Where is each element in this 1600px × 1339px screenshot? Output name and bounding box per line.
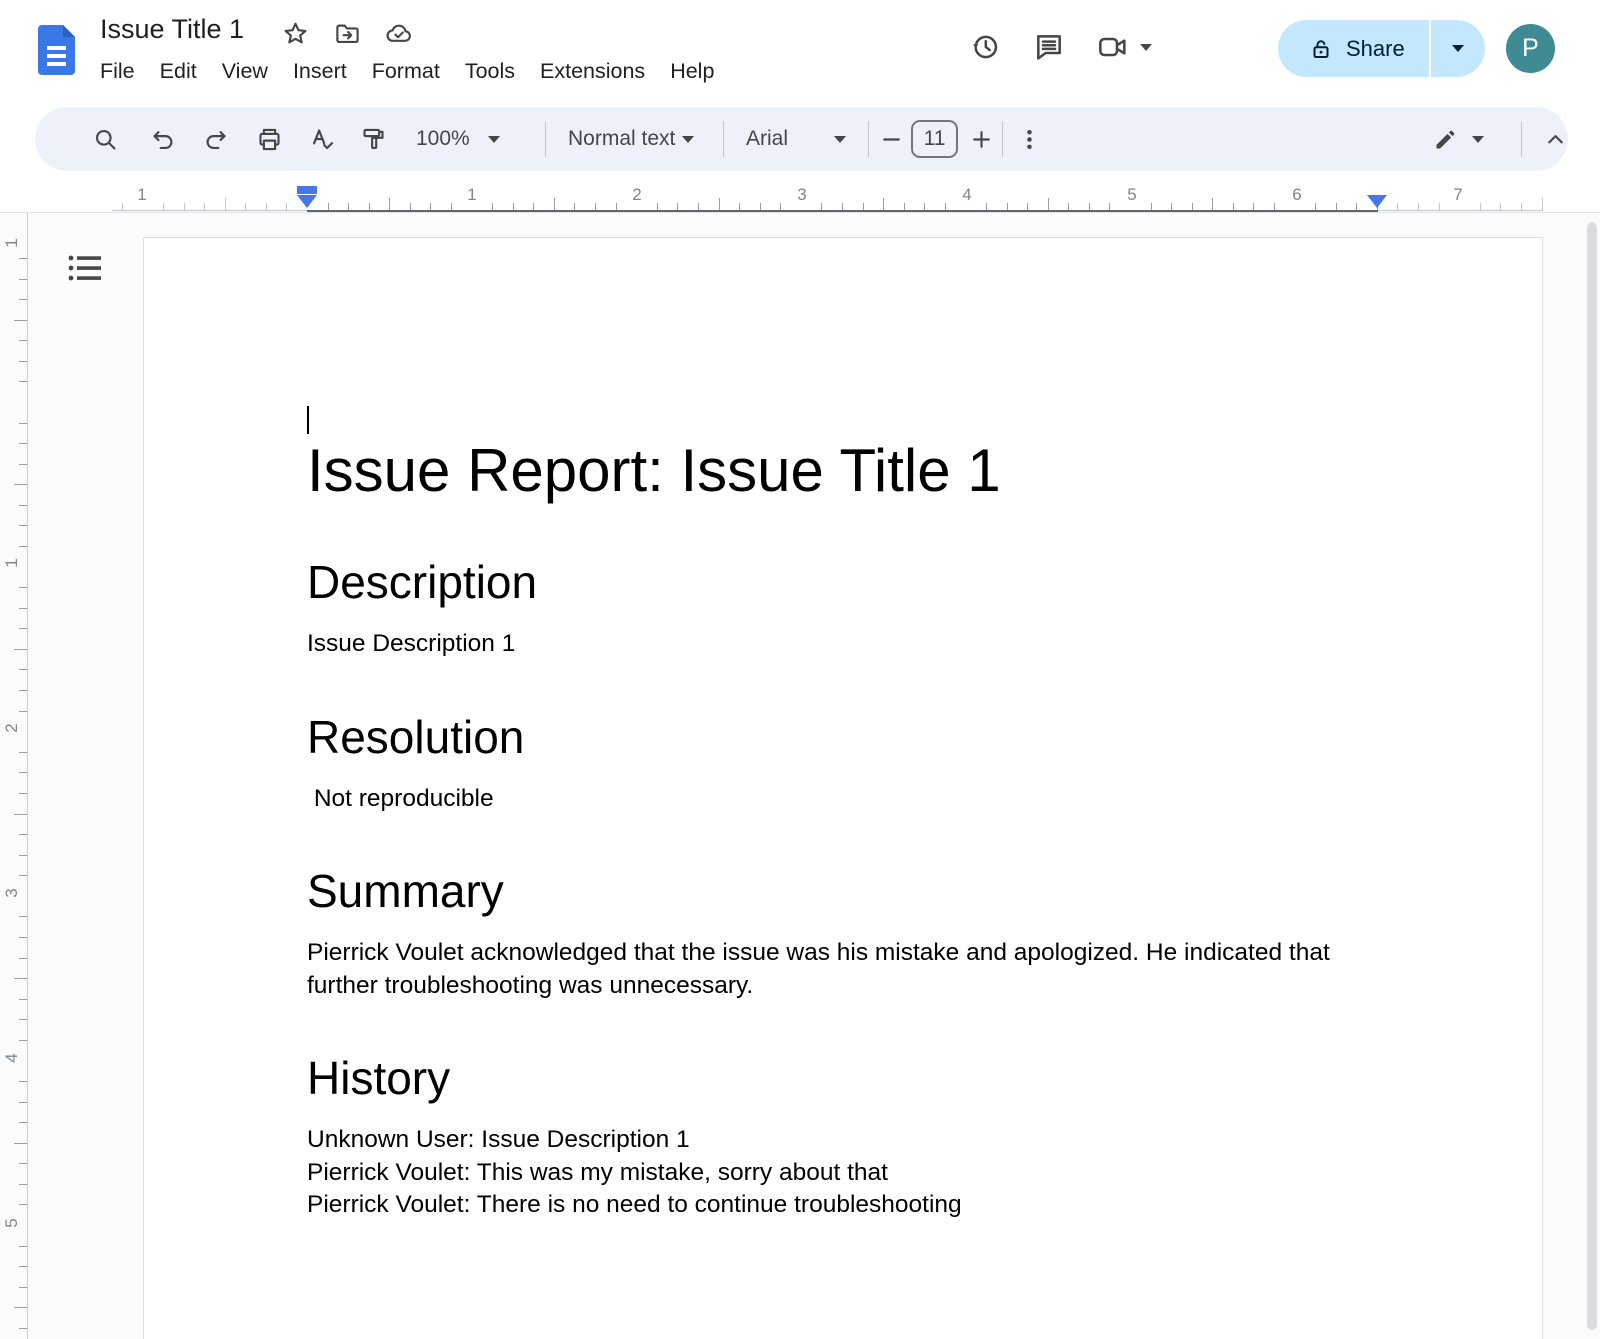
ruler-label: 2 bbox=[2, 723, 21, 733]
avatar[interactable]: P bbox=[1506, 24, 1555, 73]
share-label: Share bbox=[1346, 35, 1405, 61]
doc-heading-title[interactable]: Issue Report: Issue Title 1 bbox=[307, 437, 1001, 504]
ruler-tick bbox=[19, 525, 27, 526]
ruler-tick bbox=[19, 340, 27, 341]
menu-file[interactable]: File bbox=[100, 59, 135, 83]
menu-tools[interactable]: Tools bbox=[464, 59, 516, 83]
ruler-tick bbox=[19, 1204, 27, 1205]
star-icon[interactable] bbox=[280, 18, 310, 48]
ruler-tick bbox=[19, 958, 27, 959]
ruler-label: 4 bbox=[2, 1053, 21, 1063]
ruler-tick bbox=[19, 1328, 27, 1329]
menu-extensions[interactable]: Extensions bbox=[540, 59, 646, 83]
section-heading[interactable]: History bbox=[307, 1052, 451, 1104]
ruler-label: 1 bbox=[467, 185, 477, 204]
section-paragraph[interactable]: Pierrick Voulet acknowledged that the issue was his mistake and apologized. He indicated that further troubleshooting was unnecessary. bbox=[307, 939, 1337, 999]
ruler-tick bbox=[19, 381, 27, 382]
section-paragraph[interactable]: Pierrick Voulet: There is no need to continue troubleshooting bbox=[307, 1191, 962, 1218]
docs-logo-icon[interactable] bbox=[38, 25, 75, 75]
editing-mode-caret[interactable] bbox=[1472, 136, 1484, 143]
ruler-label: 1 bbox=[2, 558, 21, 568]
ruler-tick bbox=[19, 855, 27, 856]
section-paragraph[interactable]: Not reproducible bbox=[307, 784, 494, 812]
ruler-tick bbox=[19, 628, 27, 629]
font-family-select[interactable] bbox=[737, 121, 855, 157]
share-button bbox=[1278, 20, 1485, 77]
undo-icon[interactable] bbox=[145, 121, 181, 157]
ruler-tick bbox=[19, 916, 27, 917]
ruler-tick bbox=[19, 1246, 27, 1247]
header-bar bbox=[0, 0, 1600, 103]
vertical-scrollbar[interactable] bbox=[1587, 222, 1597, 1330]
ruler-label: 1 bbox=[2, 238, 21, 248]
font-value: Arial bbox=[746, 127, 789, 150]
ruler-tick bbox=[19, 1266, 27, 1267]
meet-video-icon[interactable] bbox=[1090, 24, 1136, 70]
zoom-value: 100% bbox=[416, 127, 470, 150]
toolbar bbox=[35, 107, 1568, 171]
ruler-tick bbox=[14, 320, 27, 321]
ruler-tick bbox=[19, 608, 27, 609]
ruler-tick bbox=[19, 1102, 27, 1103]
ruler-tick bbox=[19, 1019, 27, 1020]
ruler-tick bbox=[19, 1040, 27, 1041]
vertical-ruler bbox=[0, 213, 28, 1339]
ruler-tick bbox=[19, 258, 27, 259]
lock-icon bbox=[1309, 37, 1333, 61]
ruler-tick bbox=[14, 978, 27, 979]
right-indent-marker[interactable] bbox=[1367, 195, 1387, 208]
ruler-baseline-margin-left bbox=[112, 210, 307, 211]
version-history-icon[interactable] bbox=[962, 24, 1008, 70]
ruler-tick bbox=[19, 505, 27, 506]
menu-edit[interactable]: Edit bbox=[159, 59, 197, 83]
section-paragraph[interactable]: Pierrick Voulet: This was my mistake, sorry about that bbox=[307, 1158, 888, 1186]
zoom-select[interactable] bbox=[407, 121, 509, 157]
toolbar-separator bbox=[1002, 121, 1003, 157]
ruler-tick bbox=[14, 814, 27, 815]
ruler-tick bbox=[19, 1184, 27, 1185]
paragraph-style-select[interactable] bbox=[559, 121, 703, 157]
more-options-icon[interactable] bbox=[1011, 121, 1047, 157]
font-size-decrease-icon[interactable] bbox=[873, 121, 909, 157]
search-icon[interactable] bbox=[87, 121, 123, 157]
menu-help[interactable]: Help bbox=[670, 59, 715, 83]
share-dropdown-caret[interactable] bbox=[1431, 20, 1485, 77]
ruler-tick bbox=[19, 361, 27, 362]
ruler-label: 2 bbox=[632, 185, 642, 204]
vertical-ruler-line bbox=[27, 213, 28, 1339]
ruler-tick bbox=[19, 772, 27, 773]
toolbar-separator bbox=[723, 121, 724, 157]
cloud-saved-icon[interactable] bbox=[383, 18, 413, 48]
document-outline-icon[interactable] bbox=[64, 249, 108, 289]
comments-icon[interactable] bbox=[1026, 24, 1072, 70]
ruler-tick bbox=[19, 669, 27, 670]
text-cursor bbox=[307, 406, 309, 434]
ruler-tick bbox=[19, 443, 27, 444]
ruler-tick bbox=[19, 299, 27, 300]
ruler-tick bbox=[19, 690, 27, 691]
section-paragraph[interactable]: Issue Description 1 bbox=[307, 630, 516, 657]
document-canvas bbox=[0, 213, 1600, 1339]
ruler-tick bbox=[19, 1287, 27, 1288]
ruler-tick bbox=[14, 649, 27, 650]
empty-first-line[interactable] bbox=[307, 403, 1379, 436]
ruler-label: 3 bbox=[797, 185, 807, 204]
section-heading[interactable]: Resolution bbox=[307, 710, 525, 763]
ruler-tick bbox=[19, 464, 27, 465]
left-indent-marker[interactable] bbox=[297, 195, 317, 208]
meet-dropdown-caret[interactable] bbox=[1140, 44, 1152, 51]
paint-format-icon[interactable] bbox=[355, 121, 391, 157]
document-content bbox=[307, 403, 1379, 1222]
ruler-label: 4 bbox=[962, 185, 972, 204]
editing-mode-pencil-icon[interactable] bbox=[1427, 121, 1463, 157]
doc-section-history bbox=[307, 1052, 1379, 1222]
ruler-tick bbox=[19, 1163, 27, 1164]
ruler-label: 7 bbox=[1453, 185, 1463, 204]
section-heading[interactable]: Summary bbox=[307, 865, 504, 917]
ruler-label: 5 bbox=[1127, 185, 1137, 204]
ruler-tick bbox=[19, 999, 27, 1000]
ruler-label: 6 bbox=[1292, 185, 1302, 204]
ruler-tick bbox=[19, 423, 27, 424]
ruler-label: 5 bbox=[2, 1218, 21, 1228]
ruler-tick bbox=[19, 711, 27, 712]
document-page[interactable] bbox=[143, 237, 1543, 1339]
collapse-toolbar-icon[interactable] bbox=[1537, 121, 1573, 157]
document-title-input[interactable]: Issue Title 1 bbox=[100, 14, 245, 44]
move-folder-icon[interactable] bbox=[332, 18, 362, 48]
ruler-baseline-margin-right bbox=[1378, 210, 1543, 211]
doc-section-summary bbox=[307, 865, 1379, 1002]
ruler-tick bbox=[19, 1122, 27, 1123]
doc-section-resolution bbox=[307, 711, 1379, 816]
horizontal-ruler bbox=[0, 183, 1600, 213]
print-icon[interactable] bbox=[251, 121, 287, 157]
ruler-tick bbox=[19, 752, 27, 753]
menu-view[interactable]: View bbox=[221, 59, 268, 83]
redo-icon[interactable] bbox=[197, 121, 233, 157]
ruler-tick bbox=[19, 937, 27, 938]
menu-insert[interactable]: Insert bbox=[292, 59, 347, 83]
font-size-input[interactable]: 11 bbox=[911, 120, 958, 158]
section-heading[interactable]: Description bbox=[307, 556, 538, 608]
toolbar-separator bbox=[545, 121, 546, 157]
ruler-tick bbox=[19, 546, 27, 547]
share-button-main[interactable] bbox=[1278, 20, 1429, 77]
ruler-tick bbox=[19, 587, 27, 588]
ruler-tick bbox=[14, 1307, 27, 1308]
ruler-tick bbox=[14, 484, 27, 485]
ruler-label: 1 bbox=[137, 185, 147, 204]
ruler-tick bbox=[19, 1081, 27, 1082]
doc-section-description bbox=[307, 556, 1379, 661]
menu-format[interactable]: Format bbox=[371, 59, 440, 83]
first-line-indent-marker[interactable] bbox=[297, 186, 317, 194]
section-paragraph[interactable]: Unknown User: Issue Description 1 bbox=[307, 1126, 690, 1153]
toolbar-separator bbox=[868, 121, 869, 157]
menubar bbox=[100, 56, 714, 86]
ruler-tick bbox=[19, 834, 27, 835]
ruler-tick bbox=[19, 793, 27, 794]
font-size-increase-icon[interactable] bbox=[963, 121, 999, 157]
ruler-tick bbox=[19, 279, 27, 280]
ruler-label: 3 bbox=[2, 888, 21, 898]
style-value: Normal text bbox=[568, 127, 676, 150]
ruler-tick bbox=[14, 1143, 27, 1144]
spellcheck-icon[interactable] bbox=[304, 121, 340, 157]
ruler-tick bbox=[19, 875, 27, 876]
toolbar-separator bbox=[1521, 121, 1522, 157]
